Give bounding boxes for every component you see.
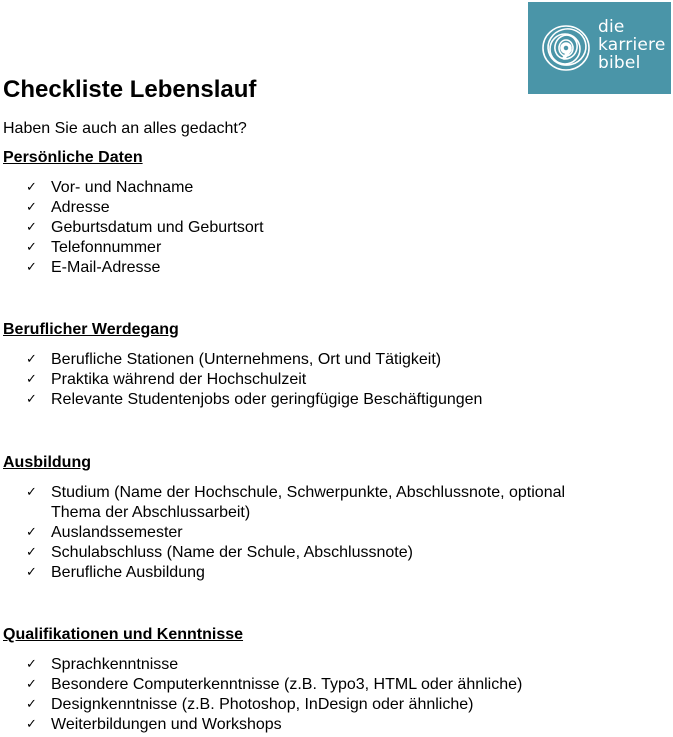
- list-item: [0, 178, 600, 198]
- checklist-education: [0, 483, 600, 583]
- logo-line-2: karriere: [598, 35, 666, 55]
- item-text: Berufliche Ausbildung: [51, 564, 205, 581]
- list-item: [0, 238, 600, 258]
- list-item: [0, 198, 600, 218]
- checklist-personal: [0, 178, 600, 278]
- checkmark-icon: ✓: [26, 565, 37, 580]
- checkmark-icon: ✓: [26, 485, 37, 500]
- list-item: [0, 695, 600, 715]
- checkmark-icon: ✓: [26, 392, 37, 407]
- item-text: Studium (Name der Hochschule, Schwerpunkte, Abschlussnote, optional Thema der Abschlussarbeit): [51, 484, 566, 521]
- checkmark-icon: ✓: [26, 220, 37, 235]
- document-subtitle: Haben Sie auch an alles gedacht?: [3, 120, 247, 137]
- list-item: [0, 715, 600, 735]
- item-text: Auslandssemester: [51, 524, 183, 541]
- checkmark-icon: ✓: [26, 657, 37, 672]
- section-heading-skills: Qualifikationen und Kenntnisse: [3, 626, 244, 643]
- checkmark-icon: ✓: [26, 525, 37, 540]
- checkmark-icon: ✓: [26, 677, 37, 692]
- swirl-logo-icon: [540, 22, 592, 74]
- logo-line-1: die: [598, 17, 625, 37]
- item-text: E-Mail-Adresse: [51, 259, 161, 276]
- item-text: Schulabschluss (Name der Schule, Abschlussnote): [51, 544, 413, 561]
- logo-line-3: bibel: [598, 53, 641, 73]
- document-title: Checkliste Lebenslauf: [3, 76, 257, 103]
- item-text: Praktika während der Hochschulzeit: [51, 371, 307, 388]
- checkmark-icon: ✓: [26, 352, 37, 367]
- list-item: [0, 483, 581, 523]
- item-text: Adresse: [51, 199, 110, 216]
- checkmark-icon: ✓: [26, 180, 37, 195]
- list-item: [0, 543, 600, 563]
- list-item: [0, 390, 600, 410]
- list-item: [0, 350, 600, 370]
- item-text: Berufliche Stationen (Unternehmens, Ort und Tätigkeit): [51, 351, 442, 368]
- section-heading-career: Beruflicher Werdegang: [3, 321, 179, 338]
- list-item: [0, 523, 600, 543]
- item-text: Designkenntnisse (z.B. Photoshop, InDesign oder ähnliche): [51, 696, 474, 713]
- checkmark-icon: ✓: [26, 260, 37, 275]
- checkmark-icon: ✓: [26, 372, 37, 387]
- list-item: [0, 218, 600, 238]
- list-item: [0, 258, 600, 278]
- item-text: Geburtsdatum und Geburtsort: [51, 219, 264, 236]
- list-item: [0, 655, 600, 675]
- checkmark-icon: ✓: [26, 545, 37, 560]
- list-item: [0, 675, 600, 695]
- item-text: Weiterbildungen und Workshops: [51, 716, 282, 733]
- checkmark-icon: ✓: [26, 200, 37, 215]
- checkmark-icon: ✓: [26, 240, 37, 255]
- list-item: [0, 370, 600, 390]
- checkmark-icon: ✓: [26, 697, 37, 712]
- item-text: Telefonnummer: [51, 239, 162, 256]
- item-text: Relevante Studentenjobs oder geringfügige Beschäftigungen: [51, 391, 483, 408]
- checklist-skills: [0, 655, 600, 735]
- brand-logo: [528, 2, 671, 94]
- checklist-career: [0, 350, 600, 410]
- item-text: Vor- und Nachname: [51, 179, 194, 196]
- checkmark-icon: ✓: [26, 717, 37, 732]
- logo-wordmark: [598, 18, 666, 72]
- section-heading-personal: Persönliche Daten: [3, 149, 143, 166]
- item-text: Sprachkenntnisse: [51, 656, 179, 673]
- section-heading-education: Ausbildung: [3, 454, 91, 471]
- list-item: [0, 563, 600, 583]
- item-text: Besondere Computerkenntnisse (z.B. Typo3, HTML oder ähnliche): [51, 676, 523, 693]
